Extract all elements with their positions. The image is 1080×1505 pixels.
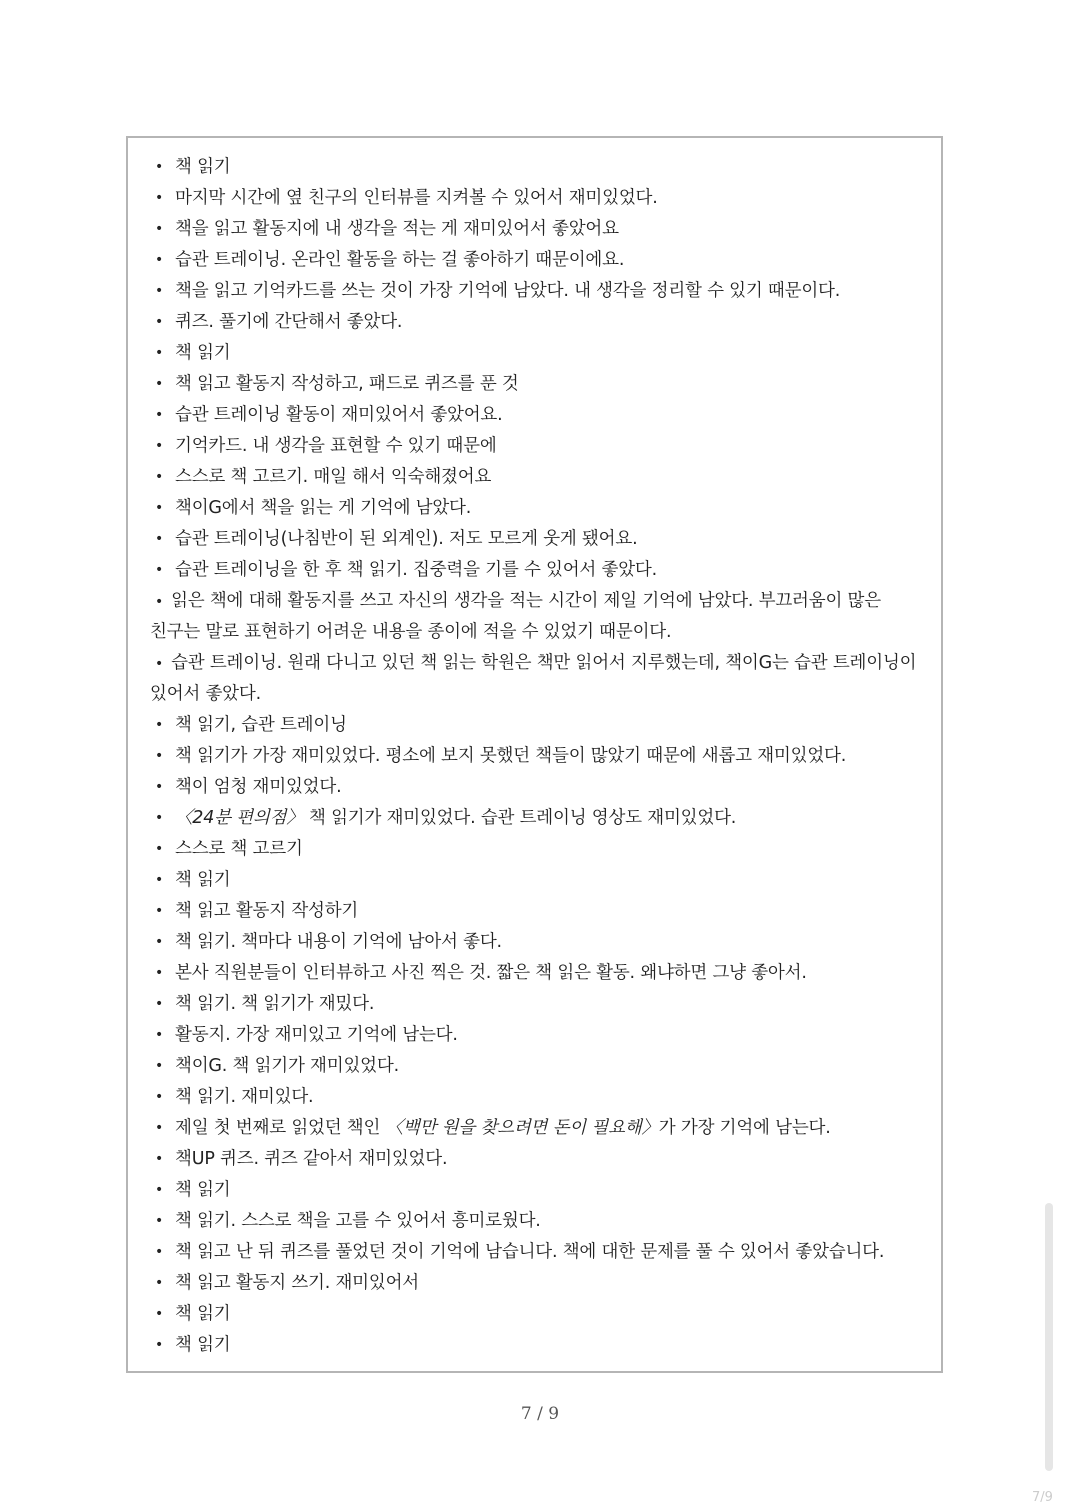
bullet: •: [155, 469, 164, 485]
bullet: •: [155, 996, 164, 1012]
bullet: •: [155, 159, 164, 175]
item-text: 활동지. 가장 재미있고 기억에 남는다.: [175, 1025, 458, 1045]
list-item: [148, 1113, 941, 1144]
list-item: [148, 214, 941, 245]
list-item: [148, 183, 941, 214]
list-item: [148, 1330, 941, 1361]
item-text: 책 읽고 활동지 작성하고, 패드로 퀴즈를 푼 것: [175, 374, 519, 394]
item-text: 습관 트레이닝. 온라인 활동을 하는 걸 좋아하기 때문이에요.: [175, 250, 625, 270]
bullet: •: [155, 345, 164, 361]
bullet: •: [155, 1275, 164, 1291]
list-item: [148, 400, 941, 431]
item-text: 책 읽기: [175, 1180, 231, 1200]
bullet: •: [155, 872, 164, 888]
list-item: [148, 803, 941, 834]
item-text: 책이G. 책 읽기가 재미있었다.: [175, 1056, 399, 1076]
list-item: [148, 1299, 941, 1330]
item-text: 책UP 퀴즈. 퀴즈 같아서 재미있었다.: [175, 1149, 448, 1169]
list-item: [148, 555, 941, 586]
bullet: •: [155, 1337, 164, 1353]
list-item: [148, 462, 941, 493]
item-text: 책 읽기가 재미있었다. 습관 트레이닝 영상도 재미있었다.: [303, 808, 737, 828]
item-text: 책 읽기: [175, 343, 231, 363]
item-text: 제일 첫 번째로 읽었던 책인: [175, 1118, 386, 1138]
item-text: 책 읽기: [175, 870, 231, 890]
item-text: 책 읽기: [175, 1304, 231, 1324]
list-item: [148, 1144, 941, 1175]
item-text: 책 읽기. 스스로 책을 고를 수 있어서 흥미로웠다.: [175, 1211, 541, 1231]
book-title: 〈24분 편의점〉: [175, 808, 304, 828]
item-text: 스스로 책 고르기: [175, 839, 303, 859]
list-item: [148, 896, 941, 927]
bullet: •: [155, 438, 164, 454]
list-item-continuation: 친구는 말로 표현하기 어려운 내용을 종이에 적을 수 있었기 때문이다.: [150, 622, 672, 642]
bullet: •: [155, 1244, 164, 1260]
list-item-continuation: 있어서 좋았다.: [150, 684, 261, 704]
bullet: •: [155, 1089, 164, 1105]
item-text: 습관 트레이닝을 한 후 책 읽기. 집중력을 기를 수 있어서 좋았다.: [175, 560, 657, 580]
item-text: 책 읽기. 재미있다.: [175, 1087, 314, 1107]
item-text: 스스로 책 고르기. 매일 해서 익숙해졌어요: [175, 467, 492, 487]
bullet: •: [155, 562, 164, 578]
bullet: •: [155, 190, 164, 206]
bullet: •: [155, 1151, 164, 1167]
list-item: [148, 1051, 941, 1082]
item-text: 책 읽기가 가장 재미있었다. 평소에 보지 못했던 책들이 많았기 때문에 새롭고 재미있었다.: [175, 746, 847, 766]
item-text: 책이 엄청 재미있었다.: [175, 777, 342, 797]
list-item: [148, 927, 941, 958]
list-item: [148, 307, 941, 338]
list-item: [148, 989, 941, 1020]
bullet: •: [155, 717, 164, 733]
bullet: •: [155, 810, 164, 826]
bullet: •: [155, 1306, 164, 1322]
bullet: •: [155, 965, 164, 981]
bullet: •: [155, 934, 164, 950]
list-item: [148, 1237, 941, 1268]
book-title: 〈백만 원을 찾으려면 돈이 필요해〉: [385, 1118, 659, 1138]
list-item: [148, 1175, 941, 1206]
list-item: [148, 834, 941, 865]
list-item: [148, 245, 941, 276]
list-item: [148, 152, 941, 183]
list-item: [148, 1206, 941, 1237]
list-item: [148, 1268, 941, 1299]
item-text: 습관 트레이닝 활동이 재미있어서 좋았어요.: [175, 405, 503, 425]
list-item: [148, 772, 941, 803]
item-text: 습관 트레이닝. 원래 다니고 있던 책 읽는 학원은 책만 읽어서 지루했는데, 책이G는 습관 트레이닝이: [171, 653, 917, 673]
item-text: 퀴즈. 풀기에 간단해서 좋았다.: [175, 312, 403, 332]
page-number: 7 / 9: [520, 1404, 560, 1424]
list-item: [148, 958, 941, 989]
item-text: 책 읽고 활동지 쓰기. 재미있어서: [175, 1273, 419, 1293]
list-item: [148, 369, 941, 400]
bullet: •: [155, 283, 164, 299]
item-text: 책 읽기. 책마다 내용이 기억에 남아서 좋다.: [175, 932, 502, 952]
page-indicator: 7/9: [1032, 1490, 1053, 1505]
responses-box: [126, 136, 943, 1373]
list-item: [148, 338, 941, 369]
bullet: •: [155, 594, 164, 610]
bullet: •: [155, 779, 164, 795]
bullet: •: [155, 656, 164, 672]
bullet: •: [155, 1120, 164, 1136]
list-item: [148, 1082, 941, 1113]
item-text: 기억카드. 내 생각을 표현할 수 있기 때문에: [175, 436, 497, 456]
list-item: [148, 865, 941, 896]
bullet: •: [155, 1058, 164, 1074]
bullet: •: [155, 531, 164, 547]
item-text: 마지막 시간에 옆 친구의 인터뷰를 지켜볼 수 있어서 재미있었다.: [175, 188, 658, 208]
bullet: •: [155, 903, 164, 919]
item-text: 책 읽기. 책 읽기가 재밌다.: [175, 994, 375, 1014]
scrollbar[interactable]: [1045, 1203, 1053, 1471]
bullet: •: [155, 748, 164, 764]
item-text: 책을 읽고 활동지에 내 생각을 적는 게 재미있어서 좋았어요: [175, 219, 619, 239]
item-text: 읽은 책에 대해 활동지를 쓰고 자신의 생각을 적는 시간이 제일 기억에 남았다. 부끄러움이 많은: [171, 591, 881, 611]
item-text: 책 읽기, 습관 트레이닝: [175, 715, 347, 735]
item-text: 책 읽고 활동지 작성하기: [175, 901, 359, 921]
item-text: 습관 트레이닝(나침반이 된 외계인). 저도 모르게 웃게 됐어요.: [175, 529, 638, 549]
bullet: •: [155, 1213, 164, 1229]
bullet: •: [155, 221, 164, 237]
item-text: 책 읽기: [175, 1335, 231, 1355]
bullet: •: [155, 841, 164, 857]
item-text: 책을 읽고 기억카드를 쓰는 것이 가장 기억에 남았다. 내 생각을 정리할 수 있기 때문이다.: [175, 281, 841, 301]
item-text: 본사 직원분들이 인터뷰하고 사진 찍은 것. 짧은 책 읽은 활동. 왜냐하면 그냥 좋아서.: [175, 963, 807, 983]
list-item: [148, 710, 941, 741]
bullet: •: [155, 252, 164, 268]
list-item: [148, 276, 941, 307]
bullet: •: [155, 314, 164, 330]
bullet: •: [155, 500, 164, 516]
list-item: [148, 524, 941, 555]
list-item-wrapped: [148, 586, 941, 617]
list-item-wrapped: [148, 648, 941, 679]
list-item: [148, 431, 941, 462]
responses-list: [148, 152, 941, 1361]
item-text: 책이G에서 책을 읽는 게 기억에 남았다.: [175, 498, 472, 518]
item-text: 가 가장 기억에 남는다.: [658, 1118, 831, 1138]
item-text: 책 읽고 난 뒤 퀴즈를 풀었던 것이 기억에 남습니다. 책에 대한 문제를 풀 수 있어서 좋았습니다.: [175, 1242, 885, 1262]
list-item: [148, 741, 941, 772]
list-item: [148, 1020, 941, 1051]
bullet: •: [155, 407, 164, 423]
list-item: [148, 493, 941, 524]
bullet: •: [155, 1182, 164, 1198]
bullet: •: [155, 376, 164, 392]
bullet: •: [155, 1027, 164, 1043]
item-text: 책 읽기: [175, 157, 231, 177]
